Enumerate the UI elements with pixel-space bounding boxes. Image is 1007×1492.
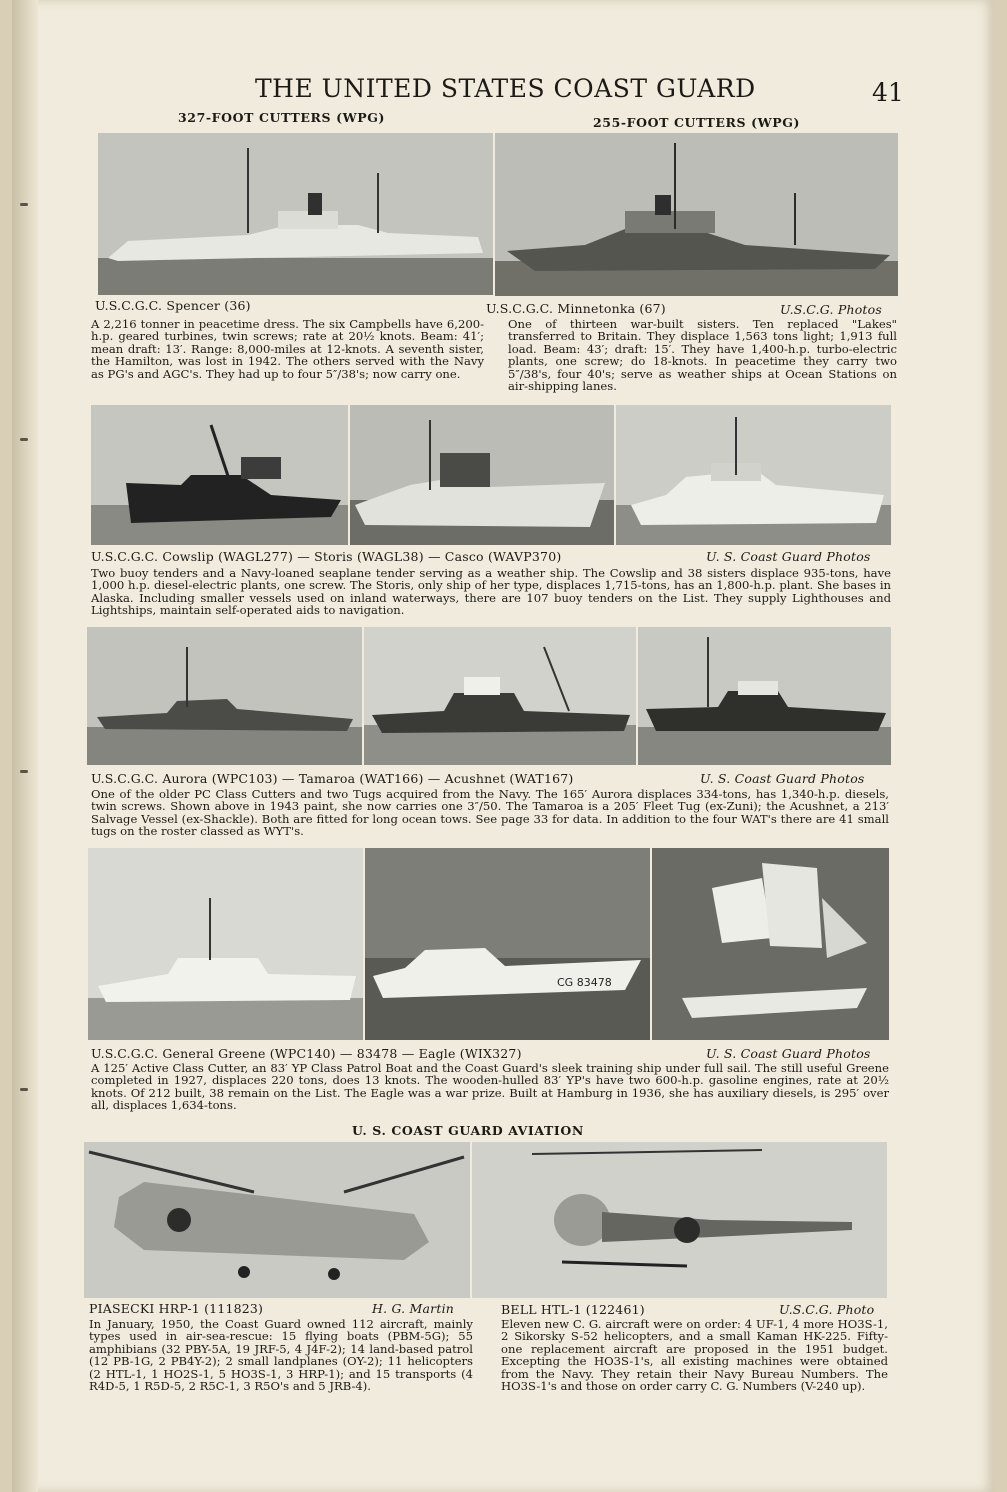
photo-casco xyxy=(616,405,891,545)
photo-credit-row1: U.S.C.G. Photos xyxy=(780,302,882,317)
hull-number-label: CG 83478 xyxy=(557,976,612,989)
page-title: THE UNITED STATES COAST GUARD xyxy=(255,74,756,103)
photo-patrol-boat-83478 xyxy=(365,848,650,1040)
photo-credit-row4: U. S. Coast Guard Photos xyxy=(706,1046,871,1061)
photo-credit-piasecki: H. G. Martin xyxy=(372,1301,455,1316)
photo-piasecki-hrp1 xyxy=(84,1142,470,1298)
photo-storis xyxy=(350,405,614,545)
body-text-aviation-right xyxy=(501,1318,888,1392)
section-label-327-cutters: 327-FOOT CUTTERS (WPG) xyxy=(178,110,386,125)
photo-spencer-cutter xyxy=(98,133,493,295)
paragraph: In January, 1950, the Coast Guard owned 112 aircraft, mainly types used in air-sea-rescue: 15 flying boats (PBM-5G); 55 amphibians (32 PBY-5A, 19 JRF-5, 4 J4F-2); 14 land-based patrol (12 PB-1G, 2 PB4Y-2); 2 small landplanes (OY-2); 11 helicopters (2 HTL-1, 1 HO2S-1, 5 HO3S-1, 3 HRP-1); and 15 transports (4 R4D-5, 1 R5D-5, 2 R5C-1, 3 R5O's and 5 JRB-4). xyxy=(89,1317,473,1394)
photo-credit-row3: U. S. Coast Guard Photos xyxy=(700,771,865,786)
photo-credit-bell: U.S.C.G. Photo xyxy=(779,1302,875,1317)
binding-staple xyxy=(20,770,28,773)
caption-piasecki: PIASECKI HRP-1 (111823) xyxy=(89,1301,264,1316)
caption-minnetonka: U.S.C.G.C. Minnetonka (67) xyxy=(486,301,666,316)
photo-eagle-training-ship xyxy=(652,848,889,1040)
caption-row4: U.S.C.G.C. General Greene (WPC140) — 83478 — Eagle (WIX327) xyxy=(91,1046,522,1061)
binding-staple xyxy=(20,203,28,206)
caption-row2: U.S.C.G.C. Cowslip (WAGL277) — Storis (WAGL38) — Casco (WAVP370) xyxy=(91,549,562,564)
section-label-255-cutters: 255-FOOT CUTTERS (WPG) xyxy=(593,115,801,130)
body-text-aviation-left xyxy=(89,1318,473,1392)
body-text-row4 xyxy=(91,1062,889,1112)
binding-staple xyxy=(20,1088,28,1091)
photo-minnetonka-cutter xyxy=(495,133,898,296)
page-number: 41 xyxy=(872,78,904,107)
page-binding-edge xyxy=(12,0,38,1492)
photo-general-greene xyxy=(88,848,363,1040)
paragraph: One of thirteen war-built sisters. Ten replaced "Lakes" transferred to Britain. They displace 1,563 tons light; 1,913 full load. Beam: 43′; draft: 15′. They have 1,400-h.p. turbo-electric plants, one screw; do 18-knots. In peacetime they carry two 5″/38's, four 40's; serve as weather ships at Ocean Stations on air-shipping lanes. xyxy=(508,317,897,394)
body-text-minnetonka xyxy=(508,318,897,392)
paragraph: A 125′ Active Class Cutter, an 83′ YP Class Patrol Boat and the Coast Guard's sleek training ship under full sail. The still useful Greene completed in 1927, displaces 220 tons, does 13 knots. The wooden-hulled 83′ YP's have two 600-h.p. gasoline engines, rate at 20½ knots. Of 212 built, 38 remain on the List. The Eagle was a war prize. Built at Hamburg in 1936, she has auxiliary diesels, is 295′ over all, displaces 1,634-tons. xyxy=(91,1061,889,1113)
caption-spencer: U.S.C.G.C. Spencer (36) xyxy=(95,298,251,313)
body-text-row2 xyxy=(91,567,891,617)
paragraph: One of the older PC Class Cutters and two Tugs acquired from the Navy. The 165′ Aurora displaces 334-tons, has 1,340-h.p. diesels, twin screws. Shown above in 1943 paint, she now carries one 3″/50. The Tamaroa is a 205′ Fleet Tug (ex-Zuni); the Acushnet, a 213′ Salvage Vessel (ex-Shackle). Both are fitted for long ocean tows. See page 33 for data. In addition to the four WAT's there are 41 small tugs on the roster classed as WYT's. xyxy=(91,787,889,839)
photo-tamaroa xyxy=(364,627,636,765)
paragraph: A 2,216 tonner in peacetime dress. The six Campbells have 6,200-h.p. geared turbines, twin screws; rate at 20½ knots. Beam: 41′; mean draft: 13′. Range: 8,000-miles at 12-knots. A seventh sister, the Hamilton, was lost in 1942. The others served with the Navy as PG's and AGC's. They had up to four 5″/38's; now carry one. xyxy=(91,317,484,381)
section-label-aviation: U. S. COAST GUARD AVIATION xyxy=(352,1123,584,1138)
binding-staple xyxy=(20,438,28,441)
body-text-row3 xyxy=(91,788,889,838)
photo-cowslip xyxy=(91,405,348,545)
paragraph: Two buoy tenders and a Navy-loaned seaplane tender serving as a weather ship. The Cowslip and 38 sisters displace 935-tons, have 1,000 h.p. diesel-electric plants, one screw. The Storis, only ship of her type, displaces 1,715-tons, has an 1,800-h.p. plant. She bases in Alaska. Including smaller vessels used on inland waterways, there are 107 buoy tenders on the List. They supply Lighthouses and Lightships, maintain self-operated aids to navigation. xyxy=(91,566,891,618)
photo-credit-row2: U. S. Coast Guard Photos xyxy=(706,549,871,564)
caption-bell: BELL HTL-1 (122461) xyxy=(501,1302,645,1317)
photo-bell-htl1 xyxy=(472,1142,887,1298)
body-text-spencer xyxy=(91,318,484,380)
photo-aurora xyxy=(87,627,362,765)
photo-acushnet xyxy=(638,627,891,765)
caption-row3: U.S.C.G.C. Aurora (WPC103) — Tamaroa (WAT166) — Acushnet (WAT167) xyxy=(91,771,574,786)
paragraph: Eleven new C. G. aircraft were on order: 4 UF-1, 4 more HO3S-1, 2 Sikorsky S-52 helicopters, and a small Kaman HK-225. Fifty-one replacement aircraft are proposed in the 1951 budget. Excepting the HO3S-1's, all existing machines were obtained from the Navy. They retain their Navy Bureau Numbers. The HO3S-1's and those on order carry C. G. Numbers (V-240 up). xyxy=(501,1317,888,1394)
